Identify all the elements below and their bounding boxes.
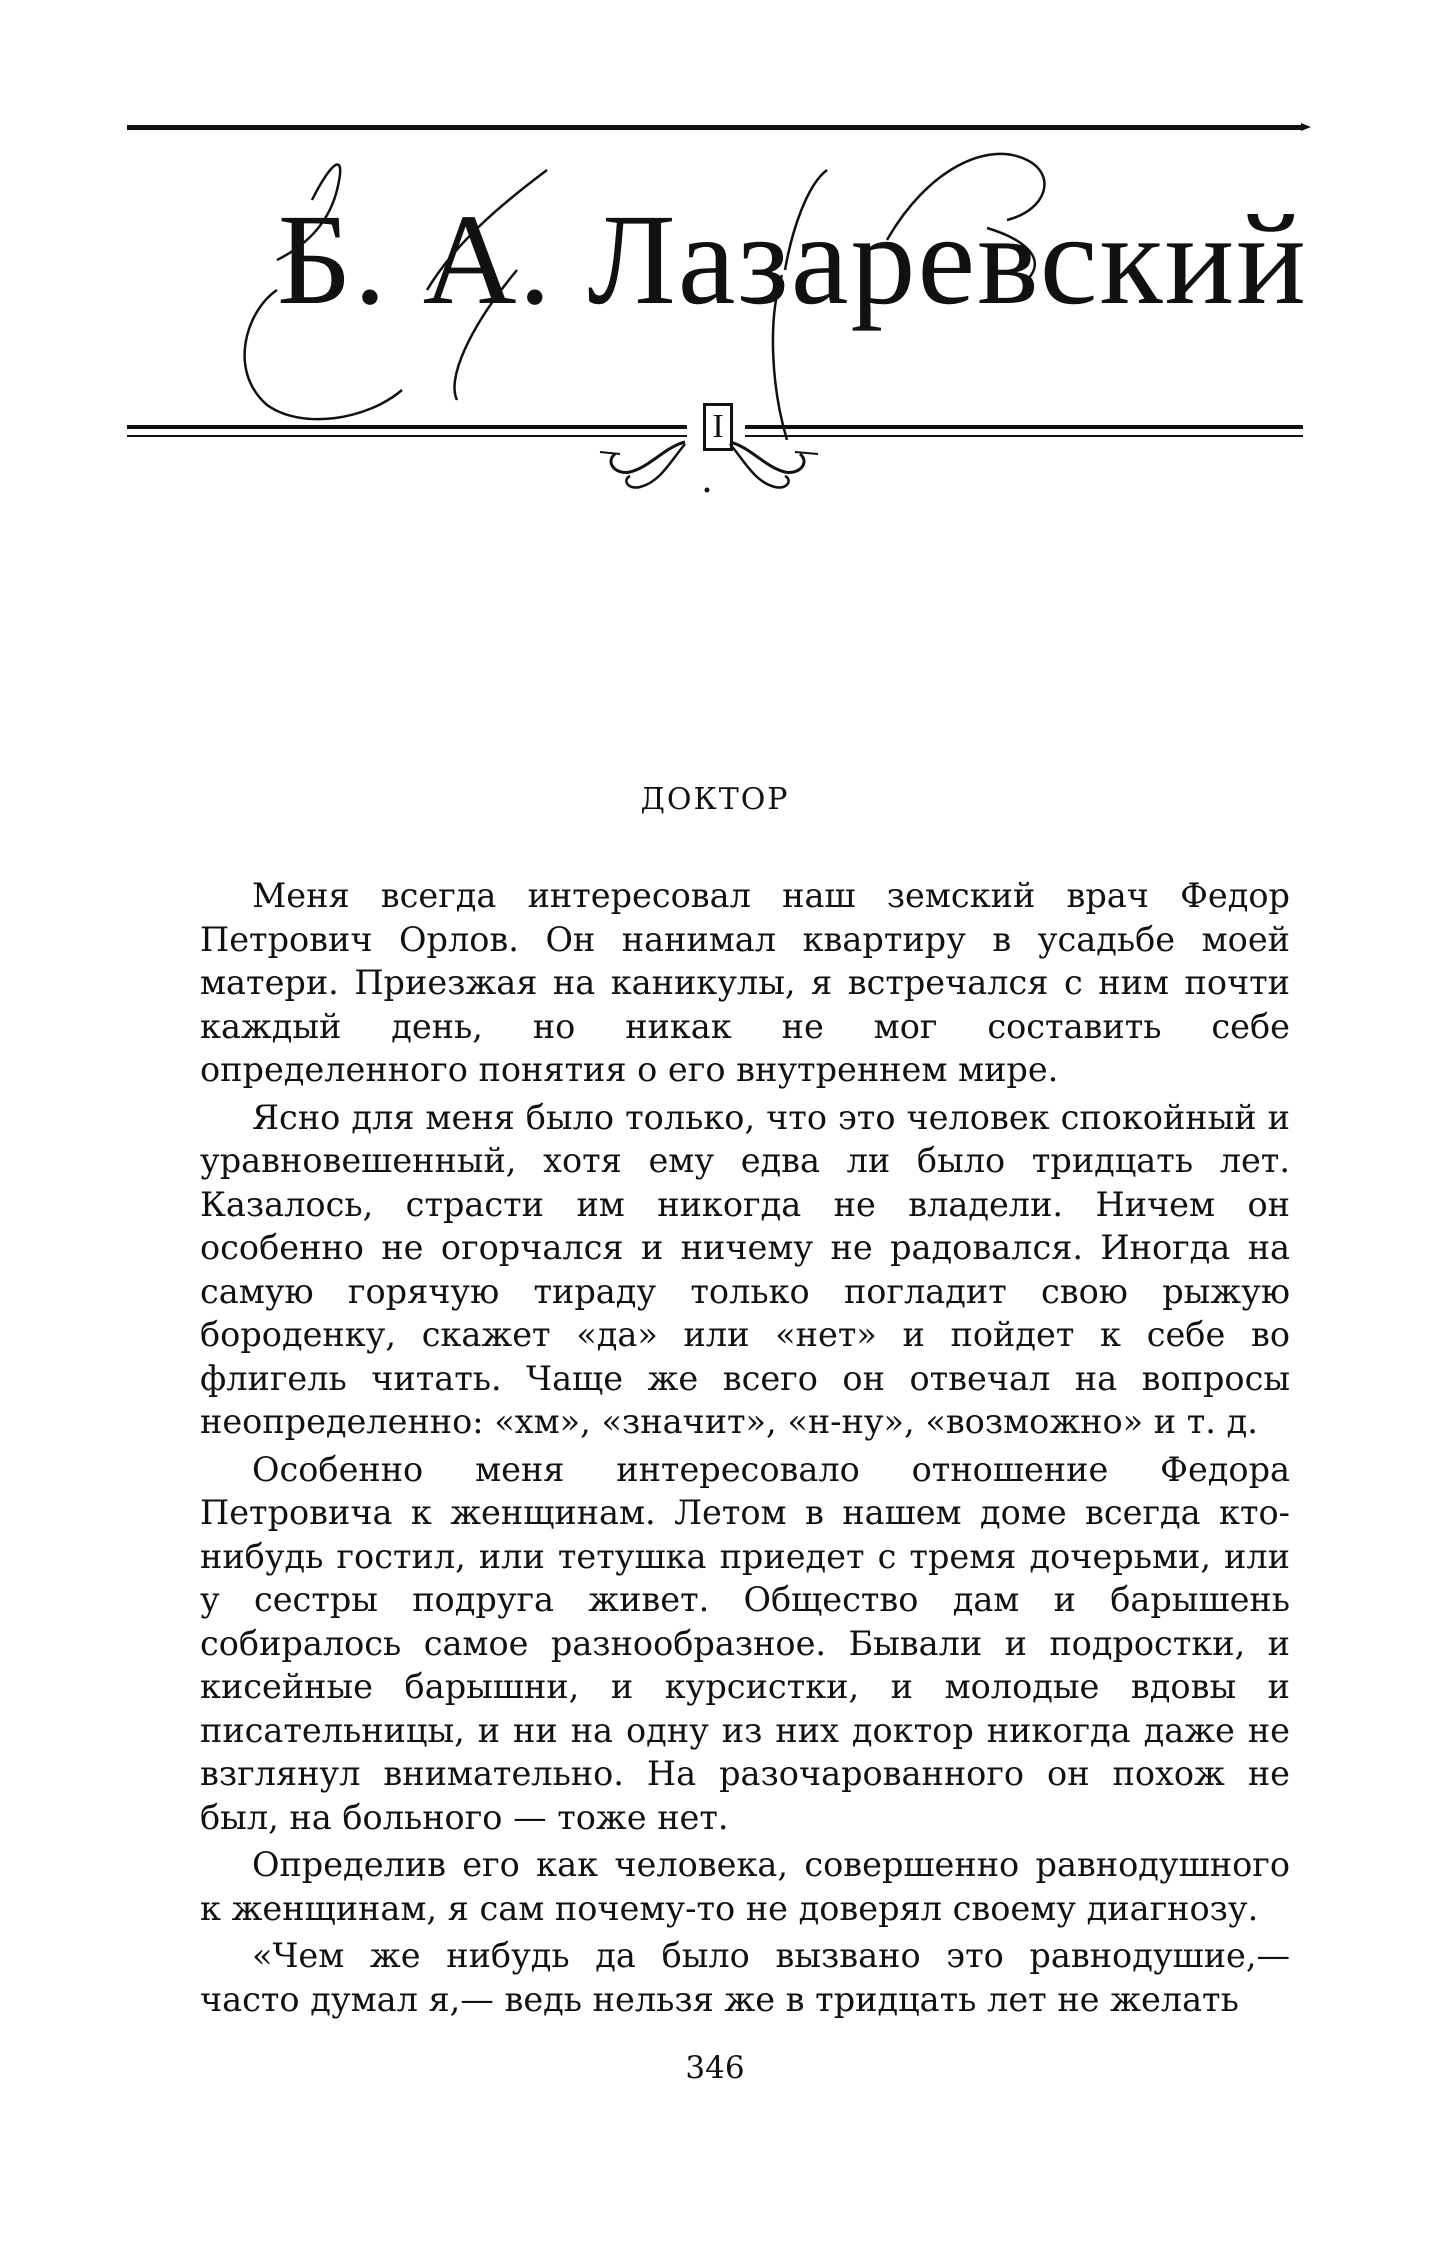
paragraph: Особенно меня интересовало отношение Федора Петровича к женщинам. Летом в нашем доме всегда кто-нибудь гостил, или тетушка приедет с тремя дочерьми, или у сестры подруга живет. Общество дам и барышень собиралось самое разнообразное. Бывали и подростки, и кисейные барышни, и курсистки, и молодые вдовы и писательницы, и ни на одну из них доктор никогда даже не взглянул внимательно. На разочарованного он похож не был, на больного — тоже нет.	[200, 1449, 1290, 1837]
header-top-rule	[127, 125, 1303, 130]
rule-left-thick	[127, 425, 687, 429]
ornament-flourish-icon	[590, 432, 840, 502]
paragraph: Определив его как человека, совершенно равнодушного к женщинам, я сам почему-то не доверял своему диагнозу.	[200, 1845, 1290, 1928]
rule-right-thick	[745, 425, 1303, 429]
story-text	[200, 874, 1290, 2025]
page-number: 346	[685, 2050, 745, 2086]
volume-numeral-box: I	[703, 403, 733, 451]
paragraph: «Чем же нибудь да было вызвано это равнодушие,— часто думал я,— ведь нельзя же в тридцать лет не желать	[200, 1936, 1290, 2019]
author-heading	[127, 140, 1308, 440]
paragraph: Меня всегда интересовал наш земский врач Федор Петрович Орлов. Он нанимал квартиру в усадьбе моей матери. Приезжая на каникулы, я встречался с ним почти каждый день, но никак не мог составить себе определенного понятия о его внутреннем мире.	[200, 876, 1290, 1089]
author-name: Б. А. Лазаревский	[277, 188, 1308, 332]
story-title: ДОКТОР	[640, 782, 790, 817]
paragraph: Ясно для меня было только, что это человек спокойный и уравновешенный, хотя ему едва ли было тридцать лет. Казалось, страсти им никогда не владели. Ничем он особенно не огорчался и ничему не радовался. Иногда на самую горячую тираду только погладит свою рыжую бороденку, скажет «да» или «нет» и пойдет к себе во флигель читать. Чаще же всего он отвечал на вопросы неопределенно: «хм», «значит», «н-ну», «возможно» и т. д.	[200, 1097, 1290, 1441]
